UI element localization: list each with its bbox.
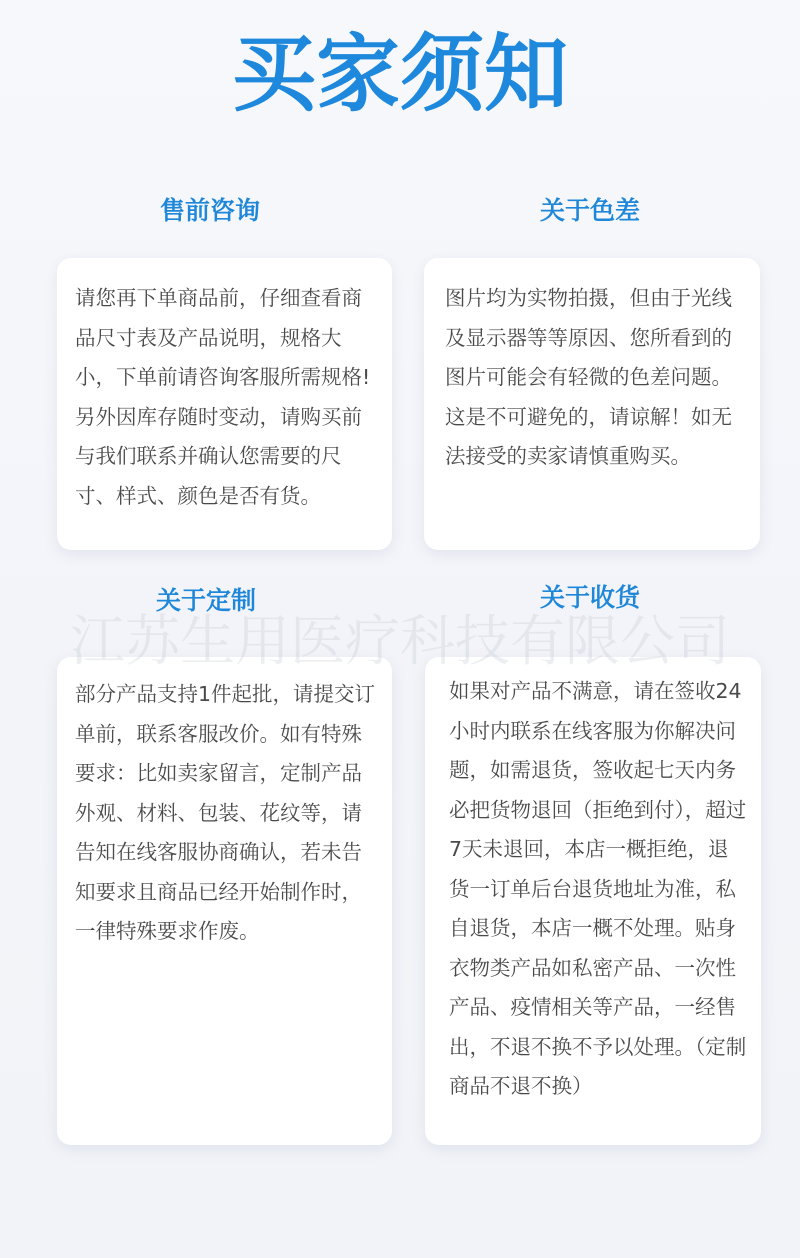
card-presale-text: 请您再下单商品前，仔细查看商品尺寸表及产品说明，规格大小，下单前请咨询客服所需规格!另外因库存随时变动，请购买前与我们联系并确认您需要的尺寸、样式、颜色是否有货。 [75, 286, 371, 508]
card-customization-text: 部分产品支持1件起批，请提交订单前，联系客服改价。如有特殊要求：比如卖家留言，定制产品外观、材料、包装、花纹等，请告知在线客服协商确认，若未告知要求且商品已经开始制作时，一律特殊要求作废。 [75, 682, 376, 943]
card-color-difference [424, 258, 760, 550]
card-presale [57, 258, 392, 550]
section-heading-color-difference: 关于色差 [539, 196, 640, 225]
section-heading-presale: 售前咨询 [159, 196, 260, 225]
card-color-difference-text: 图片均为实物拍摄，但由于光线及显示器等等原因、您所看到的图片可能会有轻微的色差问题。这是不可避免的，请谅解！如无法接受的卖家请慎重购买。 [445, 286, 732, 468]
card-customization [57, 657, 392, 1145]
section-heading-customization: 关于定制 [155, 586, 256, 615]
page-title: 买家须知 [231, 25, 568, 123]
company-watermark: 江苏生用医疗科技有限公司 [69, 609, 730, 673]
card-receiving-text: 如果对产品不满意，请在签收24小时内联系在线客服为你解决问题，如需退货，签收起七天内务必把货物退回（拒绝到付），超过7天未退回，本店一概拒绝，退货一订单后台退货地址为准，私自退货，本店一概不处理。贴身衣物类产品如私密产品、一次性产品、疫情相关等产品，一经售出，不退不换不予以处理。（定制商品不退不换） [449, 679, 747, 1098]
section-heading-receiving: 关于收货 [539, 583, 640, 612]
card-receiving [425, 657, 761, 1145]
